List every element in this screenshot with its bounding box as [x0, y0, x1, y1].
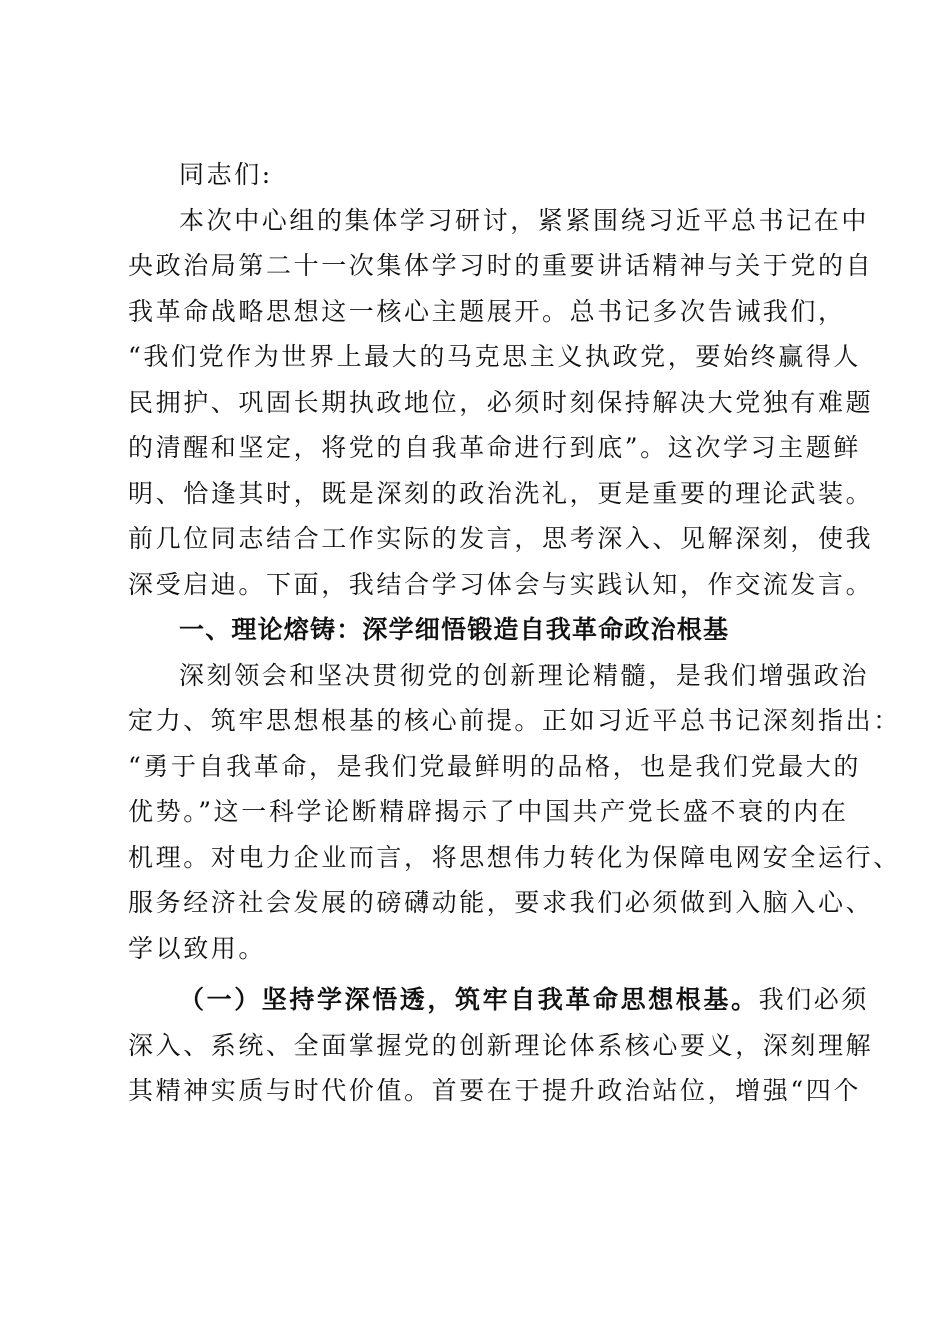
paragraph-line: 央政治局第二十一次集体学习时的重要讲话精神与关于党的自 — [128, 251, 874, 280]
paragraph-line: 我革命战略思想这一核心主题展开。总书记多次告诫我们， — [128, 296, 846, 326]
paragraph-line: “勇于自我革命，是我们党最鲜明的品格，也是我们党最大的 — [128, 751, 861, 781]
paragraph-line: 学以致用。 — [128, 933, 267, 963]
paragraph-line: 本次中心组的集体学习研讨，紧紧围绕习近平总书记在中 — [179, 205, 870, 235]
section-heading-1: 一、理论熔铸：深学细悟锻造自我革命政治根基 — [179, 615, 730, 644]
paragraph-intro — [128, 198, 874, 608]
paragraph-line: 定力、筑牢思想根基的核心前提。正如习近平总书记深刻指出： — [128, 706, 901, 735]
paragraph-line: 明、恰逢其时，既是深刻的政治洗礼，更是重要的理论武装。 — [128, 478, 874, 508]
paragraph-line: 机理。对电力企业而言，将思想伟力转化为保障电网安全运行、 — [128, 842, 901, 872]
paragraph-line: 优势。”这一科学论断精辟揭示了中国共产党长盛不衰的内在 — [128, 797, 849, 826]
document-page — [128, 152, 901, 1114]
paragraph-line: 民拥护、巩固长期执政地位，必须时刻保持解决大党独有难题 — [128, 387, 874, 417]
paragraph-line: 其精神实质与时代价值。首要在于提升政治站位，增强“四个 — [128, 1076, 861, 1105]
paragraph-line: 深受启迪。下面，我结合学习体会与实践认知，作交流发言。 — [128, 569, 874, 599]
paragraph-line — [128, 977, 870, 1023]
subsection-title-1: （一）坚持学深悟透，筑牢自我革命思想根基。 — [179, 985, 759, 1014]
paragraph-line: 服务经济社会发展的磅礴动能，要求我们必须做到入脑入心、 — [128, 888, 874, 917]
paragraph-line: 深入、系统、全面掌握党的创新理论体系核心要义，深刻理解 — [128, 1030, 874, 1060]
paragraph-line: 的清醒和坚定，将党的自我革命进行到底”。这次学习主题鲜 — [128, 433, 861, 462]
paragraph-line: “我们党作为世界上最大的马克思主义执政党，要始终赢得人 — [128, 342, 861, 371]
paragraph-theory — [128, 653, 901, 972]
paragraph-line: 前几位同志结合工作实际的发言，思考深入、见解深刻，使我 — [128, 524, 874, 553]
paragraph-subsection-1 — [128, 977, 874, 1114]
greeting: 同志们: — [179, 160, 273, 189]
paragraph-text: 我们必须 — [758, 985, 870, 1014]
paragraph-line: 深刻领会和坚决贯彻党的创新理论精髓，是我们增强政治 — [179, 660, 870, 690]
